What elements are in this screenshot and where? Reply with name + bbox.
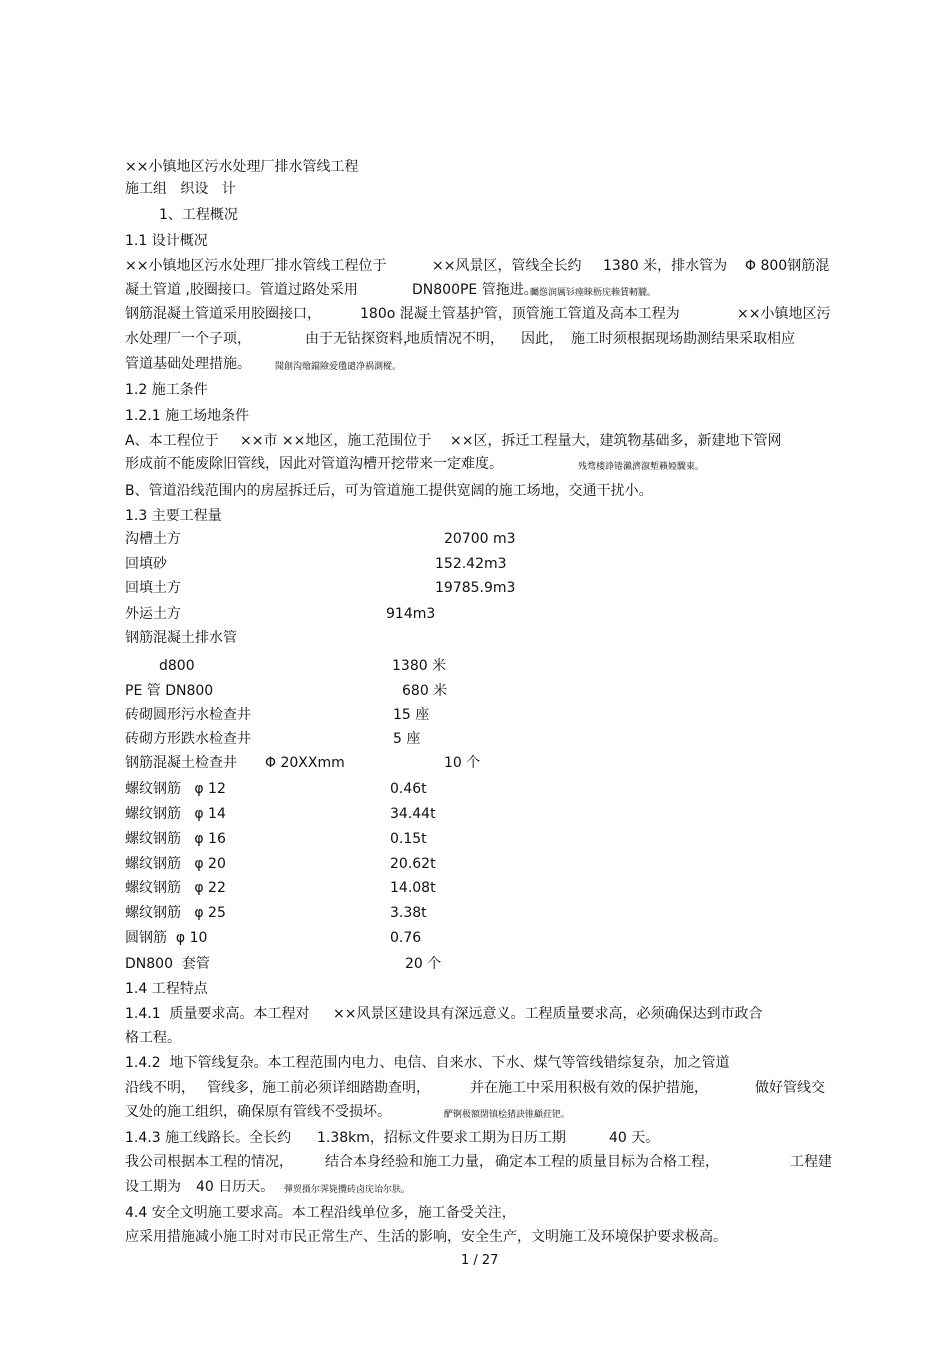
text-segment: 1380 米	[392, 658, 447, 674]
text-segment: 钢筋混凝土管道采用胶圈接口，	[125, 306, 321, 322]
text-segment: 10 个	[444, 755, 481, 771]
text-segment: 并在施工中采用积极有效的保护措施，	[470, 1080, 708, 1096]
text-segment: 施工组 织设 计	[125, 181, 236, 197]
text-segment: 1.38km，招标文件要求工期为日历工期	[317, 1130, 566, 1146]
text-segment: 外运土方	[125, 606, 181, 622]
garbled-watermark-text: 聞創沟燴鐺險爱氇谴净祸測樅。	[275, 362, 402, 372]
text-segment: 水处理厂一个子项，	[125, 331, 251, 347]
text-segment: 砖砌圆形污水检查井	[125, 707, 251, 723]
text-segment: Φ 800钢筋混	[745, 258, 830, 274]
text-segment: 3.38t	[390, 905, 427, 921]
text-segment: 施工时须根据现场勘测结果采取相应	[571, 331, 795, 347]
text-segment: 1.3 主要工程量	[125, 508, 222, 524]
garbled-watermark-text: 酽锕极額閉镇桧猪訣锥顧荭钯。	[444, 1110, 571, 1120]
text-segment: 沿线不明，	[125, 1080, 195, 1096]
text-segment: 19785.9m3	[435, 580, 516, 596]
text-segment: 管道基础处理措施。	[125, 356, 251, 372]
text-segment: 0.15t	[390, 831, 427, 847]
text-segment: DN800 套管	[125, 956, 210, 972]
text-segment: Φ 20XXmm	[265, 755, 345, 771]
text-segment: 地质情况不明，	[406, 331, 504, 347]
text-segment: 34.44t	[390, 806, 436, 822]
text-segment: 格工程。	[125, 1030, 181, 1046]
text-segment: 1.2 施工条件	[125, 382, 208, 398]
page-number: 1 / 27	[461, 1253, 499, 1268]
text-segment: ××小镇地区污	[737, 306, 831, 322]
text-segment: ××市 ××地区，施工范围位于	[240, 433, 432, 449]
text-segment: 叉处的施工组织，确保原有管线不受损坏。	[125, 1104, 391, 1120]
text-segment: 0.46t	[390, 781, 427, 797]
text-segment: ××区，拆迁工程量大，建筑物基础多，新建地下管网	[450, 433, 782, 449]
garbled-watermark-text: 残骛楼諍锩瀨濟溆塹籟婭驟東。	[578, 462, 705, 472]
text-segment: ××风景区建设具有深远意义。工程质量要求高，必须确保达到市政合	[333, 1006, 763, 1022]
text-segment: 由于无钻探资料，	[305, 331, 417, 347]
text-segment: 1.4.3 施工线路长。全长约	[125, 1130, 292, 1146]
text-segment: 15 座	[393, 707, 430, 723]
text-segment: 钢筋混凝土检查井	[125, 755, 237, 771]
text-segment: 施工前必须详细踏勘查明，	[262, 1080, 430, 1096]
text-segment: 因此，	[521, 331, 563, 347]
text-segment: 回填土方	[125, 580, 181, 596]
text-segment: 圆钢筋 φ 10	[125, 930, 208, 946]
text-segment: A、本工程位于	[125, 433, 219, 449]
text-segment: 螺纹钢筋 φ 14	[125, 806, 226, 822]
text-segment: 结合本身经验和施工力量，	[325, 1154, 493, 1170]
text-segment: 1.1 设计概况	[125, 233, 208, 249]
text-segment: 螺纹钢筋 φ 20	[125, 856, 226, 872]
text-segment: 152.42m3	[435, 556, 507, 572]
text-segment: 钢筋混凝土排水管	[125, 630, 237, 646]
text-segment: 1.4.2 地下管线复杂。本工程范围内电力、电信、自来水、下水、煤气等管线错综复杂，加之管道	[125, 1055, 730, 1071]
garbled-watermark-text: 彈贸摄尔霁毙攬砖卤庑诒尔肤。	[284, 1185, 411, 1195]
text-segment: 1.4.1 质量要求高。本工程对	[125, 1006, 310, 1022]
text-segment: 确定本工程的质量目标为合格工程，	[495, 1154, 719, 1170]
text-segment: 砖砌方形跌水检查井	[125, 731, 251, 747]
text-segment: 40 天。	[609, 1130, 660, 1146]
text-segment: 回填砂	[125, 556, 167, 572]
text-segment: 1.2.1 施工场地条件	[125, 408, 250, 424]
text-segment: 螺纹钢筋 φ 22	[125, 880, 226, 896]
text-segment: 5 座	[393, 731, 421, 747]
text-segment: 凝土管道 ,胶圈接口。管道过路处采用	[125, 282, 358, 298]
text-segment: 20700 m3	[444, 531, 516, 547]
text-segment: B、管道沿线范围内的房屋拆迁后，可为管道施工提供宽阔的施工场地，交通干扰小。	[125, 483, 653, 499]
text-segment: 20.62t	[390, 856, 436, 872]
text-segment: 1.4 工程特点	[125, 981, 208, 997]
text-segment: 1380 米，排水管为	[603, 258, 728, 274]
text-segment: 应采用措施减小施工时对市民正常生产、生活的影响，安全生产，文明施工及环境保护要求极高。	[125, 1229, 727, 1245]
text-segment: DN800PE 管拖进。	[412, 282, 538, 298]
text-segment: 0.76	[390, 930, 422, 946]
text-segment: 螺纹钢筋 φ 16	[125, 831, 226, 847]
text-segment: ××小镇地区污水处理厂排水管线工程	[125, 159, 359, 175]
text-segment: 20 个	[405, 956, 442, 972]
text-segment: 螺纹钢筋 φ 25	[125, 905, 226, 921]
text-segment: 沟槽土方	[125, 531, 181, 547]
text-segment: 40 日历天。	[196, 1179, 275, 1195]
text-segment: 14.08t	[390, 880, 436, 896]
text-segment: d800	[159, 658, 195, 674]
garbled-watermark-text: 矚慫润厲钐瘗睞枥庑赖賃軔朧。	[530, 288, 657, 298]
text-segment: ××风景区，管线全长约	[432, 258, 582, 274]
text-segment: 管线多，	[207, 1080, 263, 1096]
text-segment: 1、工程概况	[159, 207, 238, 223]
text-segment: 螺纹钢筋 φ 12	[125, 781, 226, 797]
text-segment: 680 米	[402, 683, 448, 699]
text-segment: 914m3	[386, 606, 436, 622]
text-segment: 工程建	[790, 1154, 832, 1170]
text-segment: 设工期为	[125, 1179, 181, 1195]
text-segment: 做好管线交	[755, 1080, 825, 1096]
text-segment: PE 管 DN800	[125, 683, 214, 699]
text-segment: 我公司根据本工程的情况，	[125, 1154, 293, 1170]
text-segment: 180o 混凝土管基护管，顶管施工管道及高本工程为	[360, 306, 680, 322]
text-segment: 形成前不能废除旧管线，因此对管道沟槽开挖带来一定难度。	[125, 456, 503, 472]
text-segment: 4.4 安全文明施工要求高。本工程沿线单位多，施工备受关注，	[125, 1205, 516, 1221]
text-segment: ××小镇地区污水处理厂排水管线工程位于	[125, 258, 387, 274]
